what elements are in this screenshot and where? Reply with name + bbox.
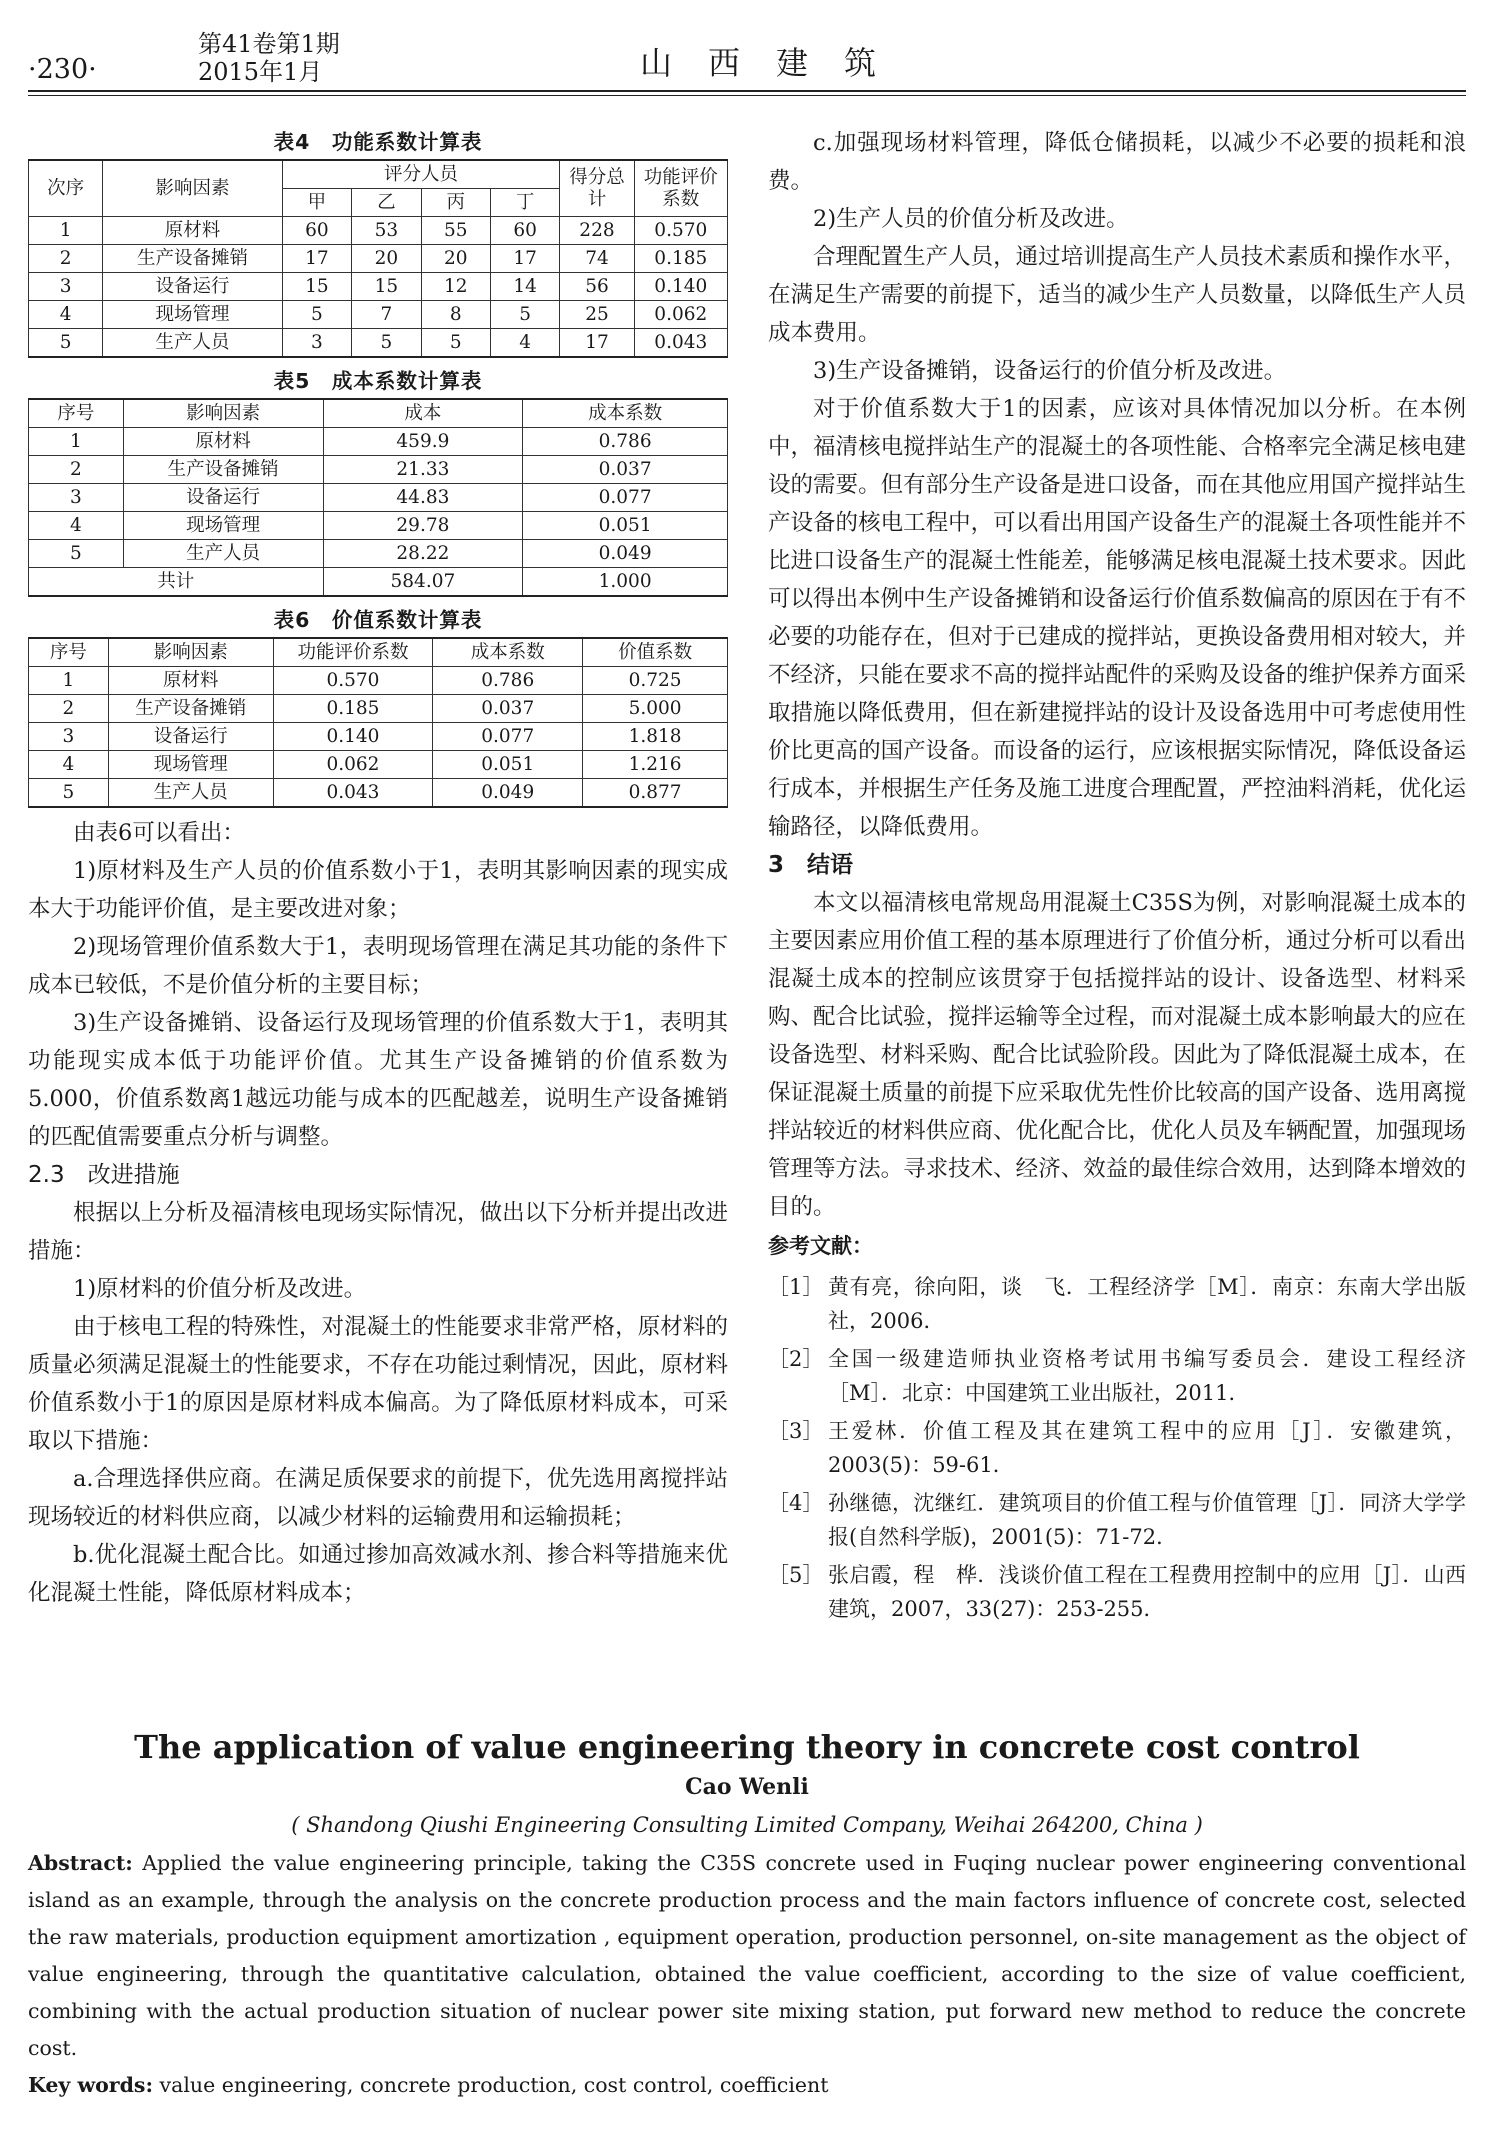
paragraph: 1)原材料的价值分析及改进。	[73, 1276, 367, 1302]
table4-rater: 乙	[352, 189, 421, 217]
paragraph: b.优化混凝土配合比。如通过掺加高效减水剂、掺合料等措施来优化混凝土性能，降低原材料成本；	[28, 1542, 728, 1606]
table4-cell: 4	[29, 301, 103, 329]
table4-cell: 2	[29, 245, 103, 273]
table4-cell: 15	[282, 273, 351, 301]
paragraph: 由表6可以看出：	[73, 820, 245, 846]
keywords-text: value engineering, concrete production, cost control, coefficient	[153, 2073, 829, 2097]
table4-cell: 53	[352, 217, 421, 245]
table6-cell: 生产人员	[108, 779, 273, 808]
table5-row	[29, 484, 728, 512]
issue-info	[198, 30, 340, 86]
reference-number: ［3］	[768, 1419, 824, 1443]
table4-cell: 5	[29, 329, 103, 358]
table4-cell: 3	[29, 273, 103, 301]
table4-rater: 丙	[421, 189, 490, 217]
table5-cell: 0.077	[523, 484, 728, 512]
english-keywords	[28, 2067, 1466, 2104]
reference-number: ［5］	[768, 1563, 824, 1587]
paragraph: 3)生产设备摊销，设备运行的价值分析及改进。	[813, 358, 1287, 384]
table4-cell: 5	[421, 329, 490, 358]
table6-cell: 0.062	[273, 751, 433, 779]
table5-header: 成本	[323, 399, 523, 428]
reference-list	[768, 1270, 1466, 1626]
table6-cell: 现场管理	[108, 751, 273, 779]
table6-cell: 0.570	[273, 667, 433, 695]
paragraph: 3)生产设备摊销、设备运行及现场管理的价值系数大于1，表明其功能现实成本低于功能评价值。尤其生产设备摊销的价值系数为5.000，价值系数离1越远功能与成本的匹配越差，说明生产设备摊销的匹配值需要重点分析与调整。	[28, 1010, 728, 1150]
table5-total-coef: 1.000	[523, 568, 728, 597]
table5-cell: 现场管理	[123, 512, 323, 540]
table4-cell: 17	[490, 245, 559, 273]
reference-text: 黄有亮，徐向阳，谈 飞．工程经济学［M］．南京：东南大学出版社，2006．	[828, 1275, 1466, 1333]
table5-cell: 44.83	[323, 484, 523, 512]
table4-header-index: 次序	[29, 160, 103, 217]
table6-header: 序号	[29, 638, 109, 667]
journal-name: 山西建筑	[640, 44, 913, 82]
reference-text: 张启霞，程 桦．浅谈价值工程在工程费用控制中的应用［J］．山西建筑，2007，33(27)：253-255．	[828, 1563, 1466, 1621]
table4-row	[29, 273, 728, 301]
table5-header: 影响因素	[123, 399, 323, 428]
reference-item	[768, 1486, 1466, 1554]
table4-cell: 8	[421, 301, 490, 329]
table4-cell: 60	[282, 217, 351, 245]
table4-cell: 设备运行	[103, 273, 283, 301]
reference-text: 孙继德，沈继红．建筑项目的价值工程与价值管理［J］．同济大学学报(自然科学版)，2001(5)：71-72．	[828, 1491, 1466, 1549]
table6-cell: 5.000	[583, 695, 728, 723]
table5-cell: 生产人员	[123, 540, 323, 568]
reference-number: ［1］	[768, 1275, 824, 1299]
english-affiliation: ( Shandong Qiushi Engineering Consulting Limited Company, Weihai 264200, China )	[291, 1813, 1203, 1837]
table6-cell: 3	[29, 723, 109, 751]
paragraph: 由于核电工程的特殊性，对混凝土的性能要求非常严格，原材料的质量必须满足混凝土的性能要求，不存在功能过剩情况，因此，原材料价值系数小于1的原因是原材料成本偏高。为了降低原材料成本，可采取以下措施：	[28, 1314, 728, 1454]
reference-text: 全国一级建造师执业资格考试用书编写委员会．建设工程经济［M］．北京：中国建筑工业出版社，2011．	[828, 1347, 1466, 1405]
table5-header: 序号	[29, 399, 124, 428]
table4-header-factor: 影响因素	[103, 160, 283, 217]
right-column	[768, 124, 1466, 1626]
table5-row	[29, 428, 728, 456]
table6-header: 影响因素	[108, 638, 273, 667]
table4-header-raters: 评分人员	[282, 160, 560, 189]
reference-number: ［2］	[768, 1347, 824, 1371]
table6-cell: 0.051	[433, 751, 583, 779]
table4-cell: 1	[29, 217, 103, 245]
paragraph: 本文以福清核电常规岛用混凝土C35S为例，对影响混凝土成本的主要因素应用价值工程的基本原理进行了价值分析，通过分析可以看出混凝土成本的控制应该贯穿于包括搅拌站的设计、设备选型、材料采购、配合比试验，搅拌运输等全过程，而对混凝土成本影响最大的应在设备选型、材料采购、配合比试验阶段。因此为了降低混凝土成本，在保证混凝土质量的前提下应采取优先性价比较高的国产设备、选用离搅拌站较近的材料供应商、优化配合比，优化人员及车辆配置，加强现场管理等方法。寻求技术、经济、效益的最佳综合效用，达到降本增效的目的。	[768, 890, 1466, 1220]
table6-cell: 2	[29, 695, 109, 723]
table6-cell: 5	[29, 779, 109, 808]
keywords-label: Key words:	[28, 2073, 154, 2097]
table5-total-cost: 584.07	[323, 568, 523, 597]
table4-cell: 56	[560, 273, 634, 301]
table6-cell: 0.185	[273, 695, 433, 723]
header-rule-thin	[28, 95, 1466, 96]
table5-cell: 0.051	[523, 512, 728, 540]
english-abstract-block	[28, 1725, 1466, 2104]
reference-number: ［4］	[768, 1491, 824, 1515]
paragraph: 2)现场管理价值系数大于1，表明现场管理在满足其功能的条件下成本已较低，不是价值分析的主要目标；	[28, 934, 728, 998]
reference-item	[768, 1558, 1466, 1626]
table4-cell: 14	[490, 273, 559, 301]
paragraph: 根据以上分析及福清核电现场实际情况，做出以下分析并提出改进措施：	[28, 1200, 728, 1264]
table6-cell: 0.077	[433, 723, 583, 751]
table4-cell: 60	[490, 217, 559, 245]
table5-cell: 21.33	[323, 456, 523, 484]
table4-cell: 5	[282, 301, 351, 329]
section-heading: 3 结语	[768, 852, 854, 878]
table6-cell: 1.818	[583, 723, 728, 751]
paragraph: 合理配置生产人员，通过培训提高生产人员技术素质和操作水平，在满足生产需要的前提下，适当的减少生产人员数量，以降低生产人员成本费用。	[768, 244, 1466, 346]
paragraph: a.合理选择供应商。在满足质保要求的前提下，优先选用离搅拌站现场较近的材料供应商，以减少材料的运输费用和运输损耗；	[28, 1466, 728, 1530]
reference-item	[768, 1414, 1466, 1482]
table4-row	[29, 217, 728, 245]
table4-cell: 5	[352, 329, 421, 358]
table4-rater: 甲	[282, 189, 351, 217]
table5-cell: 29.78	[323, 512, 523, 540]
table4-cell: 生产设备摊销	[103, 245, 283, 273]
table5-caption: 表5 成本系数计算表	[273, 369, 483, 393]
table6-value-coefficient	[28, 637, 728, 808]
table6-cell: 0.140	[273, 723, 433, 751]
english-abstract	[28, 1845, 1466, 2067]
table5-cell: 4	[29, 512, 124, 540]
english-author: Cao Wenli	[685, 1774, 809, 1800]
table6-cell: 设备运行	[108, 723, 273, 751]
section-heading: 2.3 改进措施	[28, 1162, 180, 1188]
table5-row	[29, 540, 728, 568]
table4-cell: 0.185	[634, 245, 727, 273]
table4-row	[29, 301, 728, 329]
paragraph: 对于价值系数大于1的因素，应该对具体情况加以分析。在本例中，福清核电搅拌站生产的混凝土的各项性能、合格率完全满足核电建设的需要。但有部分生产设备是进口设备，而在其他应用国产搅拌站生产设备的核电工程中，可以看出用国产设备生产的混凝土各项性能并不比进口设备生产的混凝土性能差，能够满足核电混凝土技术要求。因此可以得出本例中生产设备摊销和设备运行价值系数偏高的原因在于有不必要的功能存在，但对于已建成的搅拌站，更换设备费用相对较大，并不经济，只能在要求不高的搅拌站配件的采购及设备的维护保养方面采取措施以降低费用，但在新建搅拌站的设计及设备选用中可考虑使用性价比更高的国产设备。而设备的运行，应该根据实际情况，降低设备运行成本，并根据生产任务及施工进度合理配置，严控油料消耗，优化运输路径，以降低费用。	[768, 396, 1466, 840]
table6-caption: 表6 价值系数计算表	[273, 608, 483, 632]
table4-rater: 丁	[490, 189, 559, 217]
references-heading: 参考文献：	[768, 1234, 873, 1258]
left-column	[28, 125, 728, 1612]
table4-cell: 0.570	[634, 217, 727, 245]
table5-cell: 2	[29, 456, 124, 484]
table4-cell: 7	[352, 301, 421, 329]
table6-row	[29, 695, 728, 723]
table4-cell: 74	[560, 245, 634, 273]
paragraph: c.加强现场材料管理，降低仓储损耗，以减少不必要的损耗和浪费。	[768, 130, 1466, 194]
table5-cell: 设备运行	[123, 484, 323, 512]
header-rule-thick	[28, 90, 1466, 92]
table6-row	[29, 667, 728, 695]
table5-cell: 5	[29, 540, 124, 568]
table5-header: 成本系数	[523, 399, 728, 428]
table4-cell: 20	[421, 245, 490, 273]
table6-cell: 原材料	[108, 667, 273, 695]
reference-text: 王爱林．价值工程及其在建筑工程中的应用［J］．安徽建筑，2003(5)：59-61．	[828, 1419, 1466, 1477]
table6-header: 功能评价系数	[273, 638, 433, 667]
table4-header-func-coef: 功能评价系数	[634, 160, 727, 217]
table4-cell: 20	[352, 245, 421, 273]
table4-cell: 原材料	[103, 217, 283, 245]
table4-cell: 17	[560, 329, 634, 358]
table5-row	[29, 456, 728, 484]
table5-cell: 0.049	[523, 540, 728, 568]
page-number: ·230·	[28, 54, 97, 85]
abstract-label: Abstract:	[28, 1851, 133, 1875]
paragraph: 2)生产人员的价值分析及改进。	[813, 206, 1129, 232]
table4-cell: 25	[560, 301, 634, 329]
table4-row	[29, 329, 728, 358]
table4-cell: 0.043	[634, 329, 727, 358]
table6-cell: 0.786	[433, 667, 583, 695]
table6-cell: 0.037	[433, 695, 583, 723]
table6-cell: 4	[29, 751, 109, 779]
table6-header: 成本系数	[433, 638, 583, 667]
table4-cell: 17	[282, 245, 351, 273]
table6-row	[29, 723, 728, 751]
table5-total-label: 共计	[29, 568, 324, 597]
reference-item	[768, 1342, 1466, 1410]
table6-cell: 0.049	[433, 779, 583, 808]
table5-cost-coefficient	[28, 398, 728, 597]
table4-cell: 4	[490, 329, 559, 358]
table5-cell: 0.037	[523, 456, 728, 484]
reference-item	[768, 1270, 1466, 1338]
table4-header-score-total: 得分总计	[560, 160, 634, 217]
table4-cell: 现场管理	[103, 301, 283, 329]
table5-cell: 3	[29, 484, 124, 512]
paragraph: 1)原材料及生产人员的价值系数小于1，表明其影响因素的现实成本大于功能评价值，是主要改进对象；	[28, 858, 728, 922]
table4-cell: 0.062	[634, 301, 727, 329]
table4-function-coefficient	[28, 159, 728, 358]
table5-cell: 1	[29, 428, 124, 456]
table4-cell: 15	[352, 273, 421, 301]
table4-cell: 55	[421, 217, 490, 245]
table6-cell: 0.877	[583, 779, 728, 808]
table4-cell: 228	[560, 217, 634, 245]
table6-cell: 1.216	[583, 751, 728, 779]
table6-header: 价值系数	[583, 638, 728, 667]
table6-cell: 1	[29, 667, 109, 695]
issue-date: 2015年1月	[198, 58, 323, 86]
table6-cell: 0.043	[273, 779, 433, 808]
abstract-text: Applied the value engineering principle, taking the C35S concrete used in Fuqing nuclear power engineering conventional island as an example, through the analysis on the concrete production process and the main factors influence of concrete cost, selected the raw materials, production equipment amortization , equipment operation, production personnel, on-site management as the object of value engineering, through the quantitative calculation, obtained the value coefficient, according to the size of value coefficient, combining with the actual production situation of nuclear power site mixing station, put forward new method to reduce the concrete cost.	[28, 1851, 1466, 2060]
table6-row	[29, 751, 728, 779]
table5-cell: 0.786	[523, 428, 728, 456]
volume-number: 第41卷第1期	[198, 30, 340, 58]
table5-row	[29, 512, 728, 540]
table4-cell: 12	[421, 273, 490, 301]
table6-cell: 生产设备摊销	[108, 695, 273, 723]
table4-cell: 生产人员	[103, 329, 283, 358]
table6-cell: 0.725	[583, 667, 728, 695]
table6-row	[29, 779, 728, 808]
table5-cell: 28.22	[323, 540, 523, 568]
table4-row	[29, 245, 728, 273]
table5-cell: 生产设备摊销	[123, 456, 323, 484]
table4-cell: 0.140	[634, 273, 727, 301]
page-header	[28, 28, 1460, 86]
table4-cell: 3	[282, 329, 351, 358]
english-title: The application of value engineering theory in concrete cost control	[134, 1728, 1360, 1766]
table5-cell: 原材料	[123, 428, 323, 456]
table4-caption: 表4 功能系数计算表	[273, 130, 483, 154]
table5-cell: 459.9	[323, 428, 523, 456]
table4-cell: 5	[490, 301, 559, 329]
